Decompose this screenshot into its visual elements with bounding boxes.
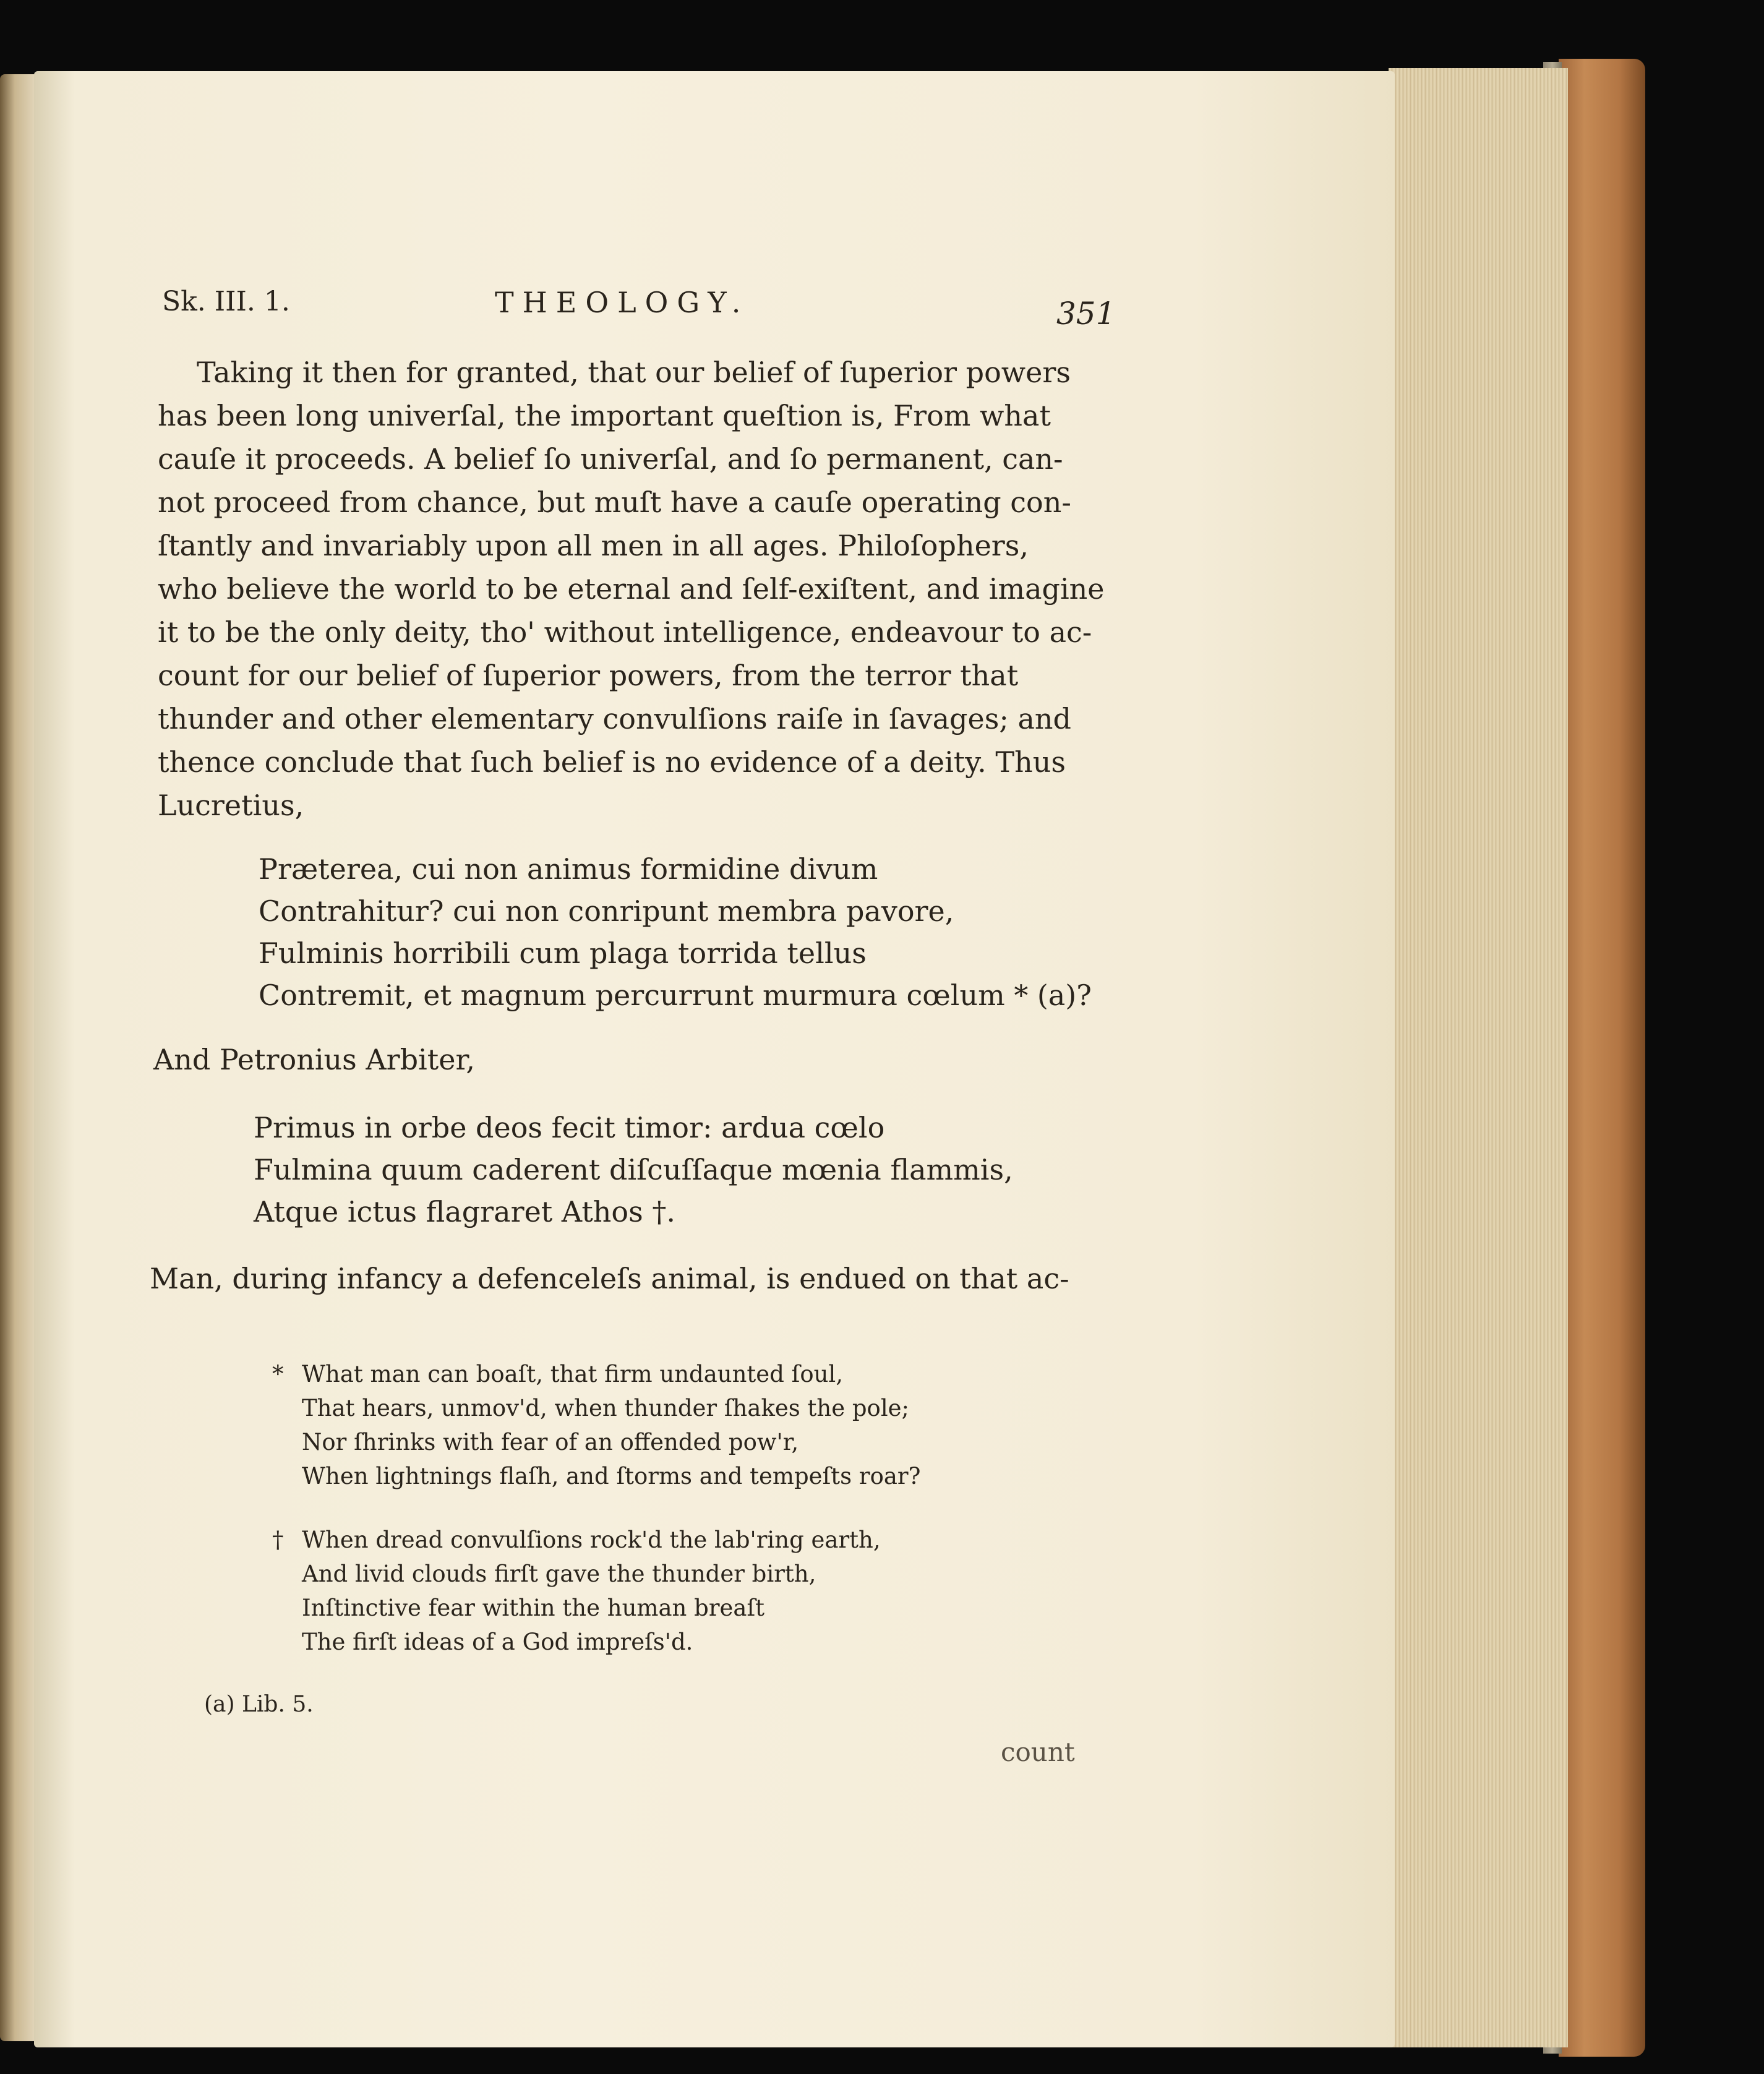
body-line: not proceed from chance, but muſt have a cauſe operating con-	[158, 486, 1071, 519]
verse-line: Fulminis horribili cum plaga torrida tellus	[259, 936, 867, 970]
footnote-line: And livid clouds firſt gave the thunder birth,	[302, 1561, 816, 1587]
footnote-mark: *	[272, 1361, 284, 1387]
body-line: it to be the only deity, tho' without intelligence, endeavour to ac-	[158, 615, 1092, 649]
running-title: THEOLOGY.	[495, 286, 750, 319]
footnote-line: The firſt ideas of a God impreſs'd.	[302, 1629, 693, 1655]
body-line: thunder and other elementary convulſions raiſe in ſavages; and	[158, 702, 1071, 735]
body-line: who believe the world to be eternal and ſelf-exiſtent, and imagine	[158, 572, 1105, 606]
previous-page-edge	[0, 74, 37, 2041]
book-cover	[1559, 59, 1645, 2057]
page-number: 351	[1056, 296, 1116, 332]
body-line: has been long univerſal, the important queſtion is, From what	[158, 399, 1051, 432]
footnote-line: What man can boaſt, that firm undaunted ſoul,	[302, 1361, 844, 1387]
verse-line: Præterea, cui non animus formidine divum	[259, 852, 878, 886]
footnote-mark: †	[272, 1527, 284, 1553]
body-line: cauſe it proceeds. A belief ſo univerſal, and ſo permanent, can-	[158, 442, 1063, 476]
section-marker: Sk. III. 1.	[162, 286, 290, 317]
footnote-line: When lightnings flaſh, and ſtorms and tempeſts roar?	[302, 1463, 921, 1489]
verse-line: Contrahitur? cui non conripunt membra pavore,	[259, 894, 954, 928]
page-fore-edge	[1389, 68, 1568, 2047]
body-line: count for our belief of ſuperior powers, from the terror that	[158, 659, 1019, 692]
verse-line: Fulmina quum caderent diſcuſſaque mœnia flammis,	[254, 1153, 1013, 1186]
footnote-line: Nor ſhrinks with fear of an offended pow'r,	[302, 1429, 799, 1455]
body-line: ſtantly and invariably upon all men in all ages. Philoſophers,	[158, 529, 1029, 562]
verse-line: Atque ictus flagraret Athos †.	[254, 1195, 675, 1228]
footnote-line: That hears, unmov'd, when thunder ſhakes the pole;	[302, 1395, 910, 1421]
footnote-line: When dread convulſions rock'd the lab'ring earth,	[302, 1527, 881, 1553]
body-line: thence conclude that ſuch belief is no evidence of a deity. Thus	[158, 745, 1066, 779]
verse-line: Primus in orbe deos fecit timor: ardua cœlo	[254, 1111, 885, 1144]
body-line: Lucretius,	[158, 789, 304, 822]
body-line: And Petronius Arbiter,	[153, 1043, 476, 1076]
reference-note: (a) Lib. 5.	[204, 1692, 314, 1717]
footnote-line: Inſtinctive fear within the human breaſt	[302, 1595, 765, 1621]
body-line: Taking it then for granted, that our belief of ſuperior powers	[197, 356, 1071, 389]
body-line: Man, during infancy a defenceleſs animal, is endued on that ac-	[150, 1262, 1069, 1295]
catchword: count	[1001, 1737, 1075, 1767]
verse-line: Contremit, et magnum percurrunt murmura cœlum * (a)?	[259, 979, 1092, 1012]
